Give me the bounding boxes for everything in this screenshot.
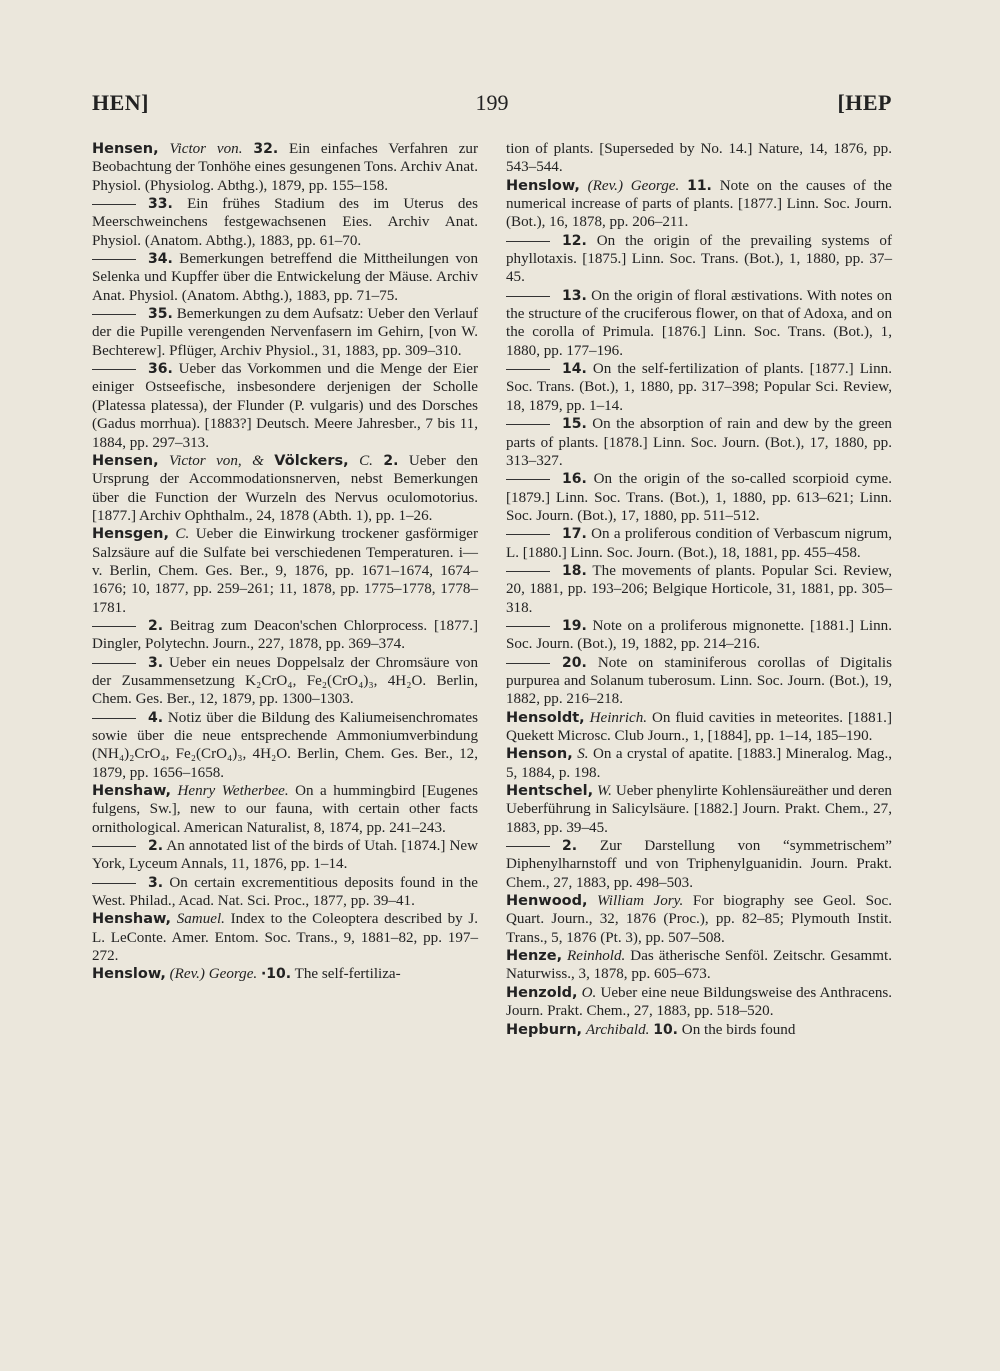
bibliography-entry bbox=[92, 709, 478, 782]
entry-author: Henze, bbox=[506, 948, 563, 965]
ditto-dash bbox=[506, 626, 550, 627]
entry-given-name: Samuel. bbox=[176, 911, 225, 928]
entry-text: On the self-fertilization of plants. [1877.] Linn. Soc. Trans. (Bot.), 1, 1880, pp. 317–398; Popular Sci. Review, 18, 1879, pp. 1–14. bbox=[506, 361, 892, 414]
entry-text: Ueber die Einwirkung trockener gasförmiger Salzsäure auf die Sulfate bei verschiedenen Temperaturen. i—v. Berlin, Chem. Ges. Ber., 9, 1876, pp. 1671–1674, 1674–1676; 10, 1877, pp. 259–261; 11, 1878, pp. 1775–1778, 1778–1781. bbox=[92, 526, 478, 616]
entry-given-name: C. bbox=[359, 452, 373, 469]
entry-author: Völckers, bbox=[274, 452, 349, 469]
entry-text: The movements of plants. Popular Sci. Review, 20, 1881, pp. 193–206; Belgique Horticole, 31, 1881, pp. 305–318. bbox=[506, 562, 892, 616]
entry-number: 33. bbox=[148, 196, 173, 213]
bibliography-entry bbox=[92, 452, 478, 525]
entry-text: Note on a proliferous mignonette. [1881.] Linn. Soc. Journ. (Bot.), 19, 1882, pp. 214–216. bbox=[506, 617, 892, 653]
entry-text: The self-fertiliza- bbox=[294, 966, 401, 983]
entry-number: ·10. bbox=[260, 966, 292, 983]
entry-number: 17. bbox=[562, 526, 587, 543]
entry-number: 18. bbox=[562, 562, 587, 579]
ditto-dash bbox=[92, 204, 136, 205]
entry-text: Note on the causes of the numerical increase of parts of plants. [1877.] Linn. Soc. Journ. (Bot.), 16, 1878, pp. 206–211. bbox=[506, 177, 892, 231]
bibliography-entry bbox=[92, 910, 478, 965]
entry-given-name: Heinrich. bbox=[589, 709, 648, 726]
entry-text: Ueber das Vorkommen und die Menge der Eier einiger Ostseefische, insbesondere derjenigen der Scholle (Platessa platessa), der Flunder (P. vulgaris) und des Dorsches (Gadus morrhua). [1883?] Deutsch. Meere Jahresber., 7 bis 11, 1884, pp. 297–313. bbox=[92, 361, 478, 451]
entry-text: Ein einfaches Verfahren zur Beobachtung der Tonhöhe eines gesungenen Tons. Archiv Anat. Physiol. (Physiolog. Abthg.), 1879, pp. 155–158. bbox=[92, 141, 479, 194]
entry-number: 13. bbox=[562, 287, 587, 304]
ditto-dash bbox=[506, 534, 550, 535]
entry-text: On the birds found bbox=[681, 1021, 796, 1038]
entry-text: Zur Darstellung von “symmetrischem” Diphenylharnstoff und von Triphenylguanidin. Journ. Prakt. Chem., 27, 1883, pp. 498–503. bbox=[506, 838, 892, 891]
entry-number: 32. bbox=[253, 141, 279, 157]
bibliography-entry bbox=[92, 195, 478, 250]
entry-author: Hensen, bbox=[92, 452, 159, 469]
entry-number: 11. bbox=[687, 177, 712, 194]
bibliography-entry bbox=[506, 140, 892, 177]
entry-given-name: Archibald. bbox=[585, 1021, 650, 1038]
entry-number: 19. bbox=[562, 617, 587, 634]
bibliography-entry bbox=[92, 360, 478, 452]
bibliography-entry bbox=[506, 745, 892, 782]
entry-number: 10. bbox=[653, 1021, 679, 1038]
ditto-dash bbox=[506, 663, 550, 664]
entry-given-name: S. bbox=[577, 746, 589, 763]
entry-author: Henslow, bbox=[506, 177, 580, 194]
running-header bbox=[92, 90, 892, 130]
entry-number: 4. bbox=[148, 709, 164, 726]
entry-number: 2. bbox=[148, 617, 164, 634]
entry-text: Beitrag zum Deacon'schen Chlorprocess. [1877.] Dingler, Polytechn. Journ., 227, 1878, pp. 369–374. bbox=[92, 617, 478, 653]
entry-author: Henshaw, bbox=[92, 783, 172, 800]
entry-given-name: (Rev.) George. bbox=[587, 177, 680, 194]
entry-given-name: C. bbox=[175, 526, 190, 543]
entry-text: On the absorption of rain and dew by the green parts of plants. [1878.] Linn. Soc. Journ. (Bot.), 17, 1880, pp. 313–327. bbox=[506, 416, 892, 469]
entry-given-name: W. bbox=[596, 783, 612, 800]
entry-text: Ueber phenylirte Kohlensäureäther und deren Ueberführung in Salicylsäure. [1882.] Journ. Prakt. Chem., 27, 1883, pp. 39–45. bbox=[506, 783, 892, 836]
entry-given-name: William Jory. bbox=[597, 893, 684, 910]
ditto-dash bbox=[506, 241, 550, 242]
entry-number: 3. bbox=[148, 654, 164, 671]
entry-number: 3. bbox=[148, 874, 164, 891]
entry-given-name: Victor von. bbox=[169, 141, 243, 157]
entry-given-name: Henry Wetherbee. bbox=[177, 783, 289, 800]
entry-text: Ein frühes Stadium des im Uterus des Meerschweinchens festgewachsenen Eies. Archiv Anat. Physiol. (Anatom. Abthg.), 1883, pp. 61–70. bbox=[92, 196, 478, 249]
ditto-dash bbox=[92, 663, 136, 664]
entry-text: tion of plants. [Superseded by No. 14.] Nature, 14, 1876, pp. 543–544. bbox=[506, 141, 892, 176]
bibliography-entry bbox=[92, 654, 478, 709]
ditto-dash bbox=[506, 296, 550, 297]
ditto-dash bbox=[506, 479, 550, 480]
entry-author: Henshaw, bbox=[92, 911, 172, 928]
entry-author: Hensoldt, bbox=[506, 709, 585, 726]
ditto-dash bbox=[92, 718, 136, 719]
entry-given-name: Victor von, & bbox=[169, 452, 264, 469]
bibliography-entry bbox=[506, 892, 892, 947]
entry-text: Ueber eine neue Bildungsweise des Anthracens. Journ. Prakt. Chem., 27, 1883, pp. 518–520. bbox=[506, 984, 893, 1020]
bibliography-entry bbox=[506, 984, 892, 1021]
entry-text: Notiz über die Bildung des Kaliumeisenchromates sowie über die neue entsprechende Ammoniumverbindung (NH₄)₂CrO₄, Fe₂(CrO₄)₃, 4H₂O. Berlin, Chem. Ges. Ber., 12, 1879, pp. 1656–1658. bbox=[92, 709, 478, 781]
entry-text: On fluid cavities in meteorites. [1881.] Quekett Microsc. Club Journ., 1, [1884], pp. 1–14, 185–190. bbox=[506, 709, 892, 744]
entry-text: On the origin of the so-called scorpioid cyme. [1879.] Linn. Soc. Trans. (Bot.), 1, 1880, pp. 613–621; Linn. Soc. Journ. (Bot.), 17, 1880, pp. 511–512. bbox=[506, 471, 892, 524]
entry-given-name: O. bbox=[581, 984, 597, 1001]
entry-author: Hentschel, bbox=[506, 783, 594, 800]
bibliography-entry bbox=[92, 250, 478, 305]
bibliography-entry bbox=[92, 782, 478, 837]
bibliography-entry bbox=[92, 305, 478, 360]
entry-text: Note on staminiferous corollas of Digitalis purpurea and Solanum tuberosum. Linn. Soc. Journ. (Bot.), 19, 1882, pp. 216–218. bbox=[506, 654, 892, 708]
bibliography-entry bbox=[506, 177, 892, 232]
entry-number: 35. bbox=[148, 306, 173, 323]
entry-author: Henzold, bbox=[506, 984, 578, 1001]
bibliography-entry bbox=[506, 470, 892, 525]
entry-number: 2. bbox=[148, 838, 164, 855]
bibliography-entry bbox=[92, 837, 478, 874]
entry-given-name: Reinhold. bbox=[567, 948, 626, 965]
header-left: HEN] bbox=[92, 90, 149, 115]
entry-text: Bemerkungen betreffend die Mittheilungen von Selenka und Kupffer über die Entwickelung der Mäuse. Archiv Anat. Physiol. (Anatom. Abthg.), 1883, pp. 71–75. bbox=[92, 251, 478, 304]
entry-number: 15. bbox=[562, 416, 587, 433]
entry-text: Bemerkungen zu dem Aufsatz: Ueber den Verlauf der die Pupille verengenden Nervenfasern im Gehirn, [von W. Bechterew]. Pflüger, Archiv Physiol., 31, 1883, pp. 309–310. bbox=[92, 306, 478, 359]
entry-number: 16. bbox=[562, 471, 587, 488]
header-right: [HEP bbox=[837, 90, 892, 115]
entry-text: On a crystal of apatite. [1883.] Mineralog. Mag., 5, 1884, p. 198. bbox=[506, 746, 893, 781]
bibliography-entry bbox=[506, 1021, 892, 1039]
bibliography-entry bbox=[506, 360, 892, 415]
ditto-dash bbox=[92, 259, 136, 260]
bibliography-entry bbox=[92, 525, 478, 617]
entry-text: Index to the Coleoptera described by J. L. LeConte. Amer. Entom. Soc. Trans., 9, 1881–82, pp. 197–272. bbox=[92, 911, 479, 965]
bibliography-entry bbox=[506, 654, 892, 709]
entry-author: Henson, bbox=[506, 746, 573, 763]
right-column bbox=[506, 140, 892, 1039]
ditto-dash bbox=[506, 369, 550, 370]
ditto-dash bbox=[92, 314, 136, 315]
bibliography-entry bbox=[506, 232, 892, 287]
ditto-dash bbox=[92, 626, 136, 627]
ditto-dash bbox=[92, 883, 136, 884]
bibliography-entry bbox=[506, 617, 892, 654]
left-column bbox=[92, 140, 478, 984]
entry-text: For biography see Geol. Soc. Quart. Journ., 32, 1876 (Proc.), pp. 82–85; Plymouth Instit. Trans., 5, 1876 (Pt. 3), pp. 507–508. bbox=[506, 893, 892, 946]
entry-text: Ueber den Ursprung der Accommodationsnerven, nebst Bemerkungen über die Function der Wurzeln des Nervus oculomotorius. [1877.] Archiv Ophthalm., 24, 1878 (Abth. 1), pp. 1–26. bbox=[92, 452, 479, 524]
bibliography-entry bbox=[506, 415, 892, 470]
ditto-dash bbox=[92, 846, 136, 847]
entry-author: Henwood, bbox=[506, 893, 588, 910]
entry-given-name: (Rev.) George. bbox=[169, 966, 258, 983]
entry-number: 34. bbox=[148, 251, 173, 268]
entry-text: On certain excrementitious deposits found in the West. Philad., Acad. Nat. Sci. Proc., 1877, pp. 39–41. bbox=[92, 874, 478, 910]
bibliography-entry bbox=[506, 837, 892, 892]
entry-number: 36. bbox=[148, 361, 173, 378]
bibliography-entry bbox=[92, 140, 478, 195]
entry-text: On the origin of the prevailing systems of phyllotaxis. [1875.] Linn. Soc. Trans. (Bot.), 1, 1880, pp. 37–45. bbox=[506, 232, 893, 286]
entry-text: Ueber ein neues Doppelsalz der Chromsäure von der Zusammensetzung K₂CrO₄, Fe₂(CrO₄)₃, 4H₂O. Berlin, Chem. Ges. Ber., 12, 1879, pp. 1300–1303. bbox=[92, 654, 478, 708]
entry-number: 20. bbox=[562, 654, 587, 671]
bibliography-entry bbox=[92, 965, 478, 983]
bibliography-entry bbox=[506, 287, 892, 360]
bibliography-entry bbox=[506, 525, 892, 562]
entry-text: On a proliferous condition of Verbascum nigrum, L. [1880.] Linn. Soc. Journ. (Bot.), 18, 1881, pp. 455–458. bbox=[506, 526, 892, 561]
bibliography-entry bbox=[506, 782, 892, 837]
entry-author: Hensgen, bbox=[92, 526, 169, 543]
ditto-dash bbox=[506, 571, 550, 572]
entry-number: 2. bbox=[562, 838, 578, 855]
page-number: 199 bbox=[475, 90, 509, 115]
bibliography-entry bbox=[506, 947, 892, 984]
bibliography-entry bbox=[506, 562, 892, 617]
entry-text: On a hummingbird [Eugenes fulgens, Sw.], new to our fauna, with certain other facts ornithological. American Naturalist, 8, 1874, pp. 241–243. bbox=[92, 783, 479, 836]
bibliography-entry bbox=[92, 874, 478, 911]
entry-author: Hensen, bbox=[92, 141, 159, 157]
entry-text: On the origin of floral æstivations. With notes on the structure of the cruciferous flower, on that of Adoxa, and on the corolla of Primula. [1876.] Linn. Soc. Trans. (Bot.), 1, 1880, pp. 177–196. bbox=[506, 287, 892, 359]
entry-author: Hepburn, bbox=[506, 1021, 583, 1038]
entry-text: Das ätherische Senföl. Zeitschr. Gesammt. Naturwiss., 3, 1878, pp. 605–673. bbox=[506, 948, 892, 983]
entry-text: An annotated list of the birds of Utah. [1874.] New York, Lyceum Annals, 11, 1876, pp. 1–14. bbox=[92, 838, 478, 873]
ditto-dash bbox=[92, 369, 136, 370]
entry-number: 2. bbox=[383, 452, 399, 469]
bibliography-entry bbox=[506, 709, 892, 746]
entry-number: 12. bbox=[562, 232, 587, 249]
bibliography-entry bbox=[92, 617, 478, 654]
entry-author: Henslow, bbox=[92, 966, 166, 983]
entry-number: 14. bbox=[562, 361, 587, 378]
ditto-dash bbox=[506, 846, 550, 847]
ditto-dash bbox=[506, 424, 550, 425]
